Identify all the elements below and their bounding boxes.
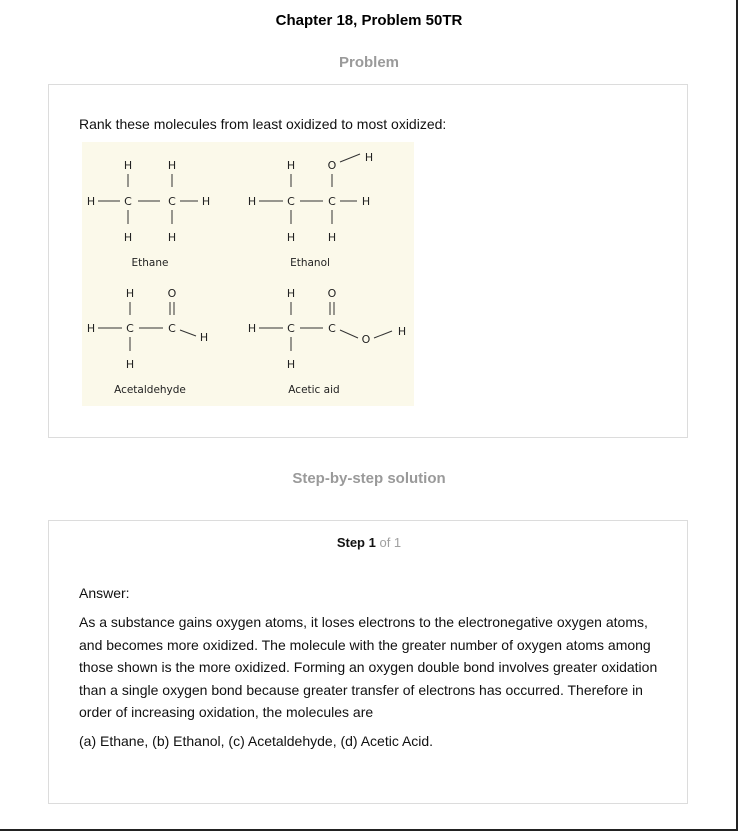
molecule-figure <box>82 142 414 406</box>
atom-h: H <box>286 159 296 172</box>
page-title: Chapter 18, Problem 50TR <box>275 12 463 29</box>
label-ethane: Ethane <box>131 257 169 269</box>
atom-c: C <box>124 195 132 208</box>
atom-c: C <box>328 195 336 208</box>
atom-h: H <box>247 195 257 208</box>
solution-box <box>48 520 688 804</box>
atom-h: H <box>286 231 296 244</box>
step-label: Step 1 <box>336 535 376 550</box>
atom-h: H <box>361 195 371 208</box>
answer-label: Answer: <box>79 585 130 601</box>
solution-heading: Step-by-step solution <box>292 470 446 487</box>
atom-c: C <box>168 322 176 335</box>
atom-c: C <box>328 322 336 335</box>
acetaldehyde-structure <box>87 287 208 396</box>
atom-h: H <box>123 159 133 172</box>
molecule-diagram <box>82 142 414 406</box>
atom-h: H <box>123 231 133 244</box>
bond-line <box>180 330 196 336</box>
atom-h: H <box>201 195 211 208</box>
atom-h: H <box>247 322 257 335</box>
atom-h: H <box>167 231 177 244</box>
label-ethanol: Ethanol <box>290 257 330 269</box>
acetic-acid-structure <box>248 287 406 396</box>
bond-line <box>374 331 392 338</box>
atom-h: H <box>125 358 135 371</box>
bond-line <box>340 154 360 162</box>
problem-heading: Problem <box>338 54 399 71</box>
atom-o: O <box>327 159 337 172</box>
step-indicator <box>49 535 689 550</box>
atom-h: H <box>167 159 177 172</box>
atom-h: H <box>397 325 407 338</box>
bond-line <box>340 330 358 338</box>
label-acetic-acid: Acetic aid <box>288 384 340 396</box>
step-count: of 1 <box>379 535 402 550</box>
label-acetaldehyde: Acetaldehyde <box>114 384 186 396</box>
atom-h: H <box>125 287 135 300</box>
ethane-structure <box>87 159 210 269</box>
answer-final: (a) Ethane, (b) Ethanol, (c) Acetaldehyde, (d) Acetic Acid. <box>79 733 434 749</box>
atom-h: H <box>199 331 209 344</box>
atom-o: O <box>167 287 177 300</box>
atom-h: H <box>286 287 296 300</box>
atom-o: O <box>361 333 371 346</box>
atom-c: C <box>126 322 134 335</box>
atom-h: H <box>86 322 96 335</box>
atom-h: H <box>327 231 337 244</box>
atom-h: H <box>364 151 374 164</box>
ethanol-structure <box>248 151 373 269</box>
problem-text: Rank these molecules from least oxidized to most oxidized: <box>79 116 447 132</box>
atom-h: H <box>86 195 96 208</box>
problem-box <box>48 84 688 438</box>
atom-c: C <box>287 322 295 335</box>
atom-h: H <box>286 358 296 371</box>
atom-c: C <box>168 195 176 208</box>
answer-body: As a substance gains oxygen atoms, it loses electrons to the electronegative oxygen atoms, and becomes more oxidized. The molecule with the greater number of oxygen atoms among those shown is the more oxidized. Forming an oxygen double bond involves greater oxidation than a single oxygen bond because greater transfer of electrons has occurred. Therefore in order of increasing oxidation, the molecules are <box>79 614 658 720</box>
atom-c: C <box>287 195 295 208</box>
atom-o: O <box>327 287 337 300</box>
